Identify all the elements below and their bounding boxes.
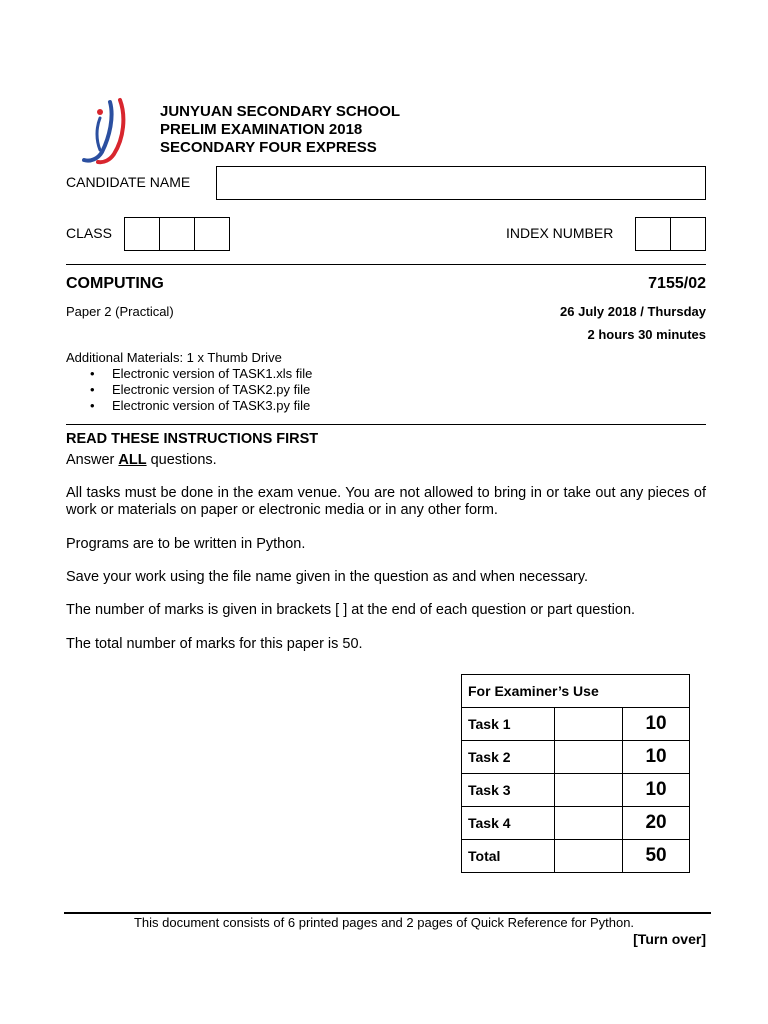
examiner-table bbox=[461, 674, 690, 873]
examiner-table-title: For Examiner’s Use bbox=[462, 675, 690, 708]
instruction-paragraph: All tasks must be done in the exam venue. You are not allowed to bring in or take out any pieces of work or materials on paper or electronic media or in any other form. bbox=[66, 485, 706, 518]
table-row bbox=[462, 741, 690, 774]
class-cell[interactable] bbox=[195, 218, 229, 250]
level-name: SECONDARY FOUR EXPRESS bbox=[160, 139, 377, 156]
exam-name: PRELIM EXAMINATION 2018 bbox=[160, 121, 363, 138]
task-name: Task 2 bbox=[462, 741, 555, 774]
school-logo-icon bbox=[80, 96, 132, 166]
table-row bbox=[462, 840, 690, 873]
task-name: Task 4 bbox=[462, 807, 555, 840]
max-marks: 10 bbox=[623, 741, 690, 774]
materials-heading: Additional Materials: 1 x Thumb Drive bbox=[66, 350, 282, 365]
task-name: Task 1 bbox=[462, 708, 555, 741]
subject-title: COMPUTING bbox=[66, 275, 164, 292]
class-cell[interactable] bbox=[125, 218, 160, 250]
instructions-heading: READ THESE INSTRUCTIONS FIRST bbox=[66, 431, 319, 447]
index-number-field[interactable] bbox=[635, 217, 706, 251]
task-name: Total bbox=[462, 840, 555, 873]
answer-suffix: questions. bbox=[146, 452, 217, 468]
paper-name: Paper 2 (Practical) bbox=[66, 304, 174, 319]
max-marks: 10 bbox=[623, 708, 690, 741]
paper-code: 7155/02 bbox=[648, 275, 706, 292]
table-row bbox=[462, 708, 690, 741]
table-row bbox=[462, 807, 690, 840]
index-number-label: INDEX NUMBER bbox=[506, 225, 614, 241]
school-name: JUNYUAN SECONDARY SCHOOL bbox=[160, 103, 401, 120]
exam-date: 26 July 2018 / Thursday bbox=[560, 304, 706, 319]
list-item: • Electronic version of TASK2.py file bbox=[66, 382, 312, 398]
instruction-paragraph: Save your work using the file name given in the question as and when necessary. bbox=[66, 569, 589, 585]
turn-over: [Turn over] bbox=[633, 931, 706, 947]
class-label: CLASS bbox=[66, 225, 112, 241]
footer-divider bbox=[64, 912, 711, 914]
answer-instruction bbox=[66, 452, 217, 469]
instruction-paragraph: Programs are to be written in Python. bbox=[66, 536, 306, 552]
index-number-cell[interactable] bbox=[636, 218, 671, 250]
max-marks: 20 bbox=[623, 807, 690, 840]
table-row bbox=[462, 774, 690, 807]
score-cell bbox=[555, 774, 623, 807]
score-cell bbox=[555, 807, 623, 840]
answer-prefix: Answer bbox=[66, 452, 119, 468]
footer-note: This document consists of 6 printed pages and 2 pages of Quick Reference for Python. bbox=[133, 915, 635, 930]
score-cell bbox=[555, 708, 623, 741]
max-marks: 10 bbox=[623, 774, 690, 807]
index-number-cell[interactable] bbox=[671, 218, 705, 250]
divider bbox=[66, 424, 706, 425]
list-item: • Electronic version of TASK1.xls file bbox=[66, 366, 312, 382]
candidate-name-label: CANDIDATE NAME bbox=[66, 174, 191, 190]
exam-duration: 2 hours 30 minutes bbox=[587, 327, 706, 342]
task-name: Task 3 bbox=[462, 774, 555, 807]
table-header-row bbox=[462, 675, 690, 708]
candidate-name-field[interactable] bbox=[216, 166, 706, 200]
instruction-paragraph: The number of marks is given in brackets [ ] at the end of each question or part question. bbox=[66, 602, 636, 618]
score-cell bbox=[555, 840, 623, 873]
list-item: • Electronic version of TASK3.py file bbox=[66, 398, 312, 414]
score-cell bbox=[555, 741, 623, 774]
class-cell[interactable] bbox=[160, 218, 195, 250]
max-marks: 50 bbox=[623, 840, 690, 873]
instruction-paragraph: The total number of marks for this paper is 50. bbox=[66, 636, 363, 652]
class-field[interactable] bbox=[124, 217, 230, 251]
divider bbox=[66, 264, 706, 265]
materials-list bbox=[66, 366, 312, 414]
answer-emphasis: ALL bbox=[118, 452, 147, 468]
